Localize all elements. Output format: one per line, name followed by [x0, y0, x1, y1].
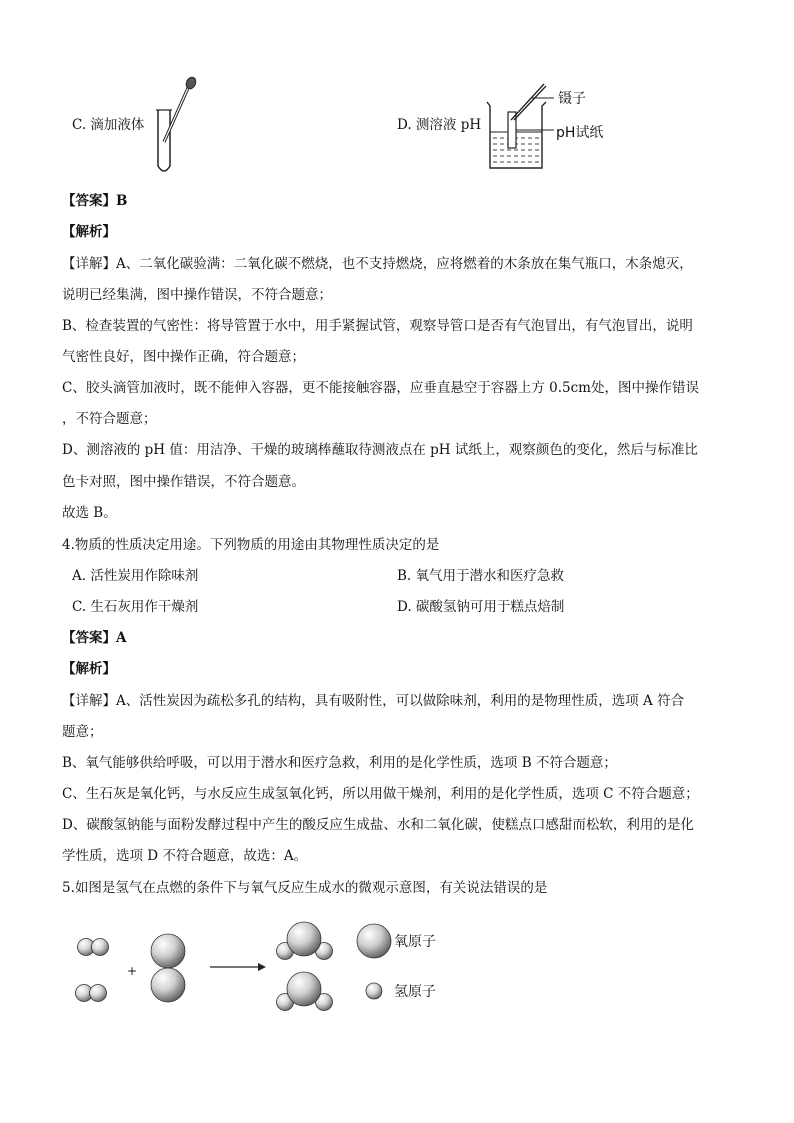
reaction-arrow — [210, 963, 266, 971]
option-c-label: C. 滴加液体 — [72, 117, 145, 133]
legend-oxygen-label: 氧原子 — [394, 934, 436, 950]
hydrogen-molecule — [78, 939, 109, 956]
ph-paper-label: pH试纸 — [556, 125, 604, 141]
oxygen-molecule — [151, 934, 185, 1002]
q3-detail-line: 色卡对照，图中操作错误，不符合题意。 — [62, 474, 305, 490]
q3-analysis-tag: 【解析】 — [62, 224, 116, 240]
q4-detail-line: B、氧气能够供给呼吸，可以用于潜水和医疗急救，利用的是化学性质，选项 B 不符合题意； — [62, 755, 617, 771]
tweezers-label: 镊子 — [558, 91, 586, 107]
beaker-ph-figure — [484, 80, 554, 174]
q3-detail-line: C、胶头滴管加液时，既不能伸入容器，更不能接触容器，应垂直悬空于容器上方 0.5cm处，图中操作错误 — [62, 380, 699, 396]
q4-option-c: C. 生石灰用作干燥剂 — [72, 599, 199, 615]
q4-analysis-tag: 【解析】 — [62, 661, 116, 677]
dropper-test-tube-figure — [150, 74, 200, 178]
legend-hydrogen-atom — [366, 983, 382, 999]
legend-oxygen-atom — [357, 924, 391, 958]
hydrogen-molecule — [76, 985, 107, 1002]
q4-detail-line: 学性质，选项 D 不符合题意，故选：A。 — [62, 848, 308, 864]
option-d-label: D. 测溶液 pH — [397, 117, 482, 133]
q4-detail-line: D、碳酸氢钠能与面粉发酵过程中产生的酸反应生成盐、水和二氧化碳，使糕点口感甜而松软，利用的是化 — [62, 817, 694, 833]
q4-detail-line: 题意； — [62, 724, 103, 740]
plus-sign: + — [127, 964, 138, 978]
q4-option-b: B. 氧气用于潜水和医疗急救 — [397, 568, 565, 584]
q3-detail-line: ，不符合题意； — [62, 411, 157, 427]
q3-detail-line: 气密性良好，图中操作正确，符合题意； — [62, 349, 305, 365]
q4-option-d: D. 碳酸氢钠可用于糕点焙制 — [397, 599, 565, 615]
q4-stem: 4.物质的性质决定用途。下列物质的用途由其物理性质决定的是 — [62, 537, 440, 553]
reaction-micro-diagram — [60, 905, 480, 1025]
q4-detail-line: 【详解】A、活性炭因为疏松多孔的结构，具有吸附性，可以做除味剂，利用的是物理性质，选项 A 符合 — [62, 693, 685, 709]
q3-detail-line: 说明已经集满，图中操作错误，不符合题意； — [62, 287, 332, 303]
q4-option-a: A. 活性炭用作除味剂 — [72, 568, 199, 584]
q3-detail-line: B、检查装置的气密性：将导管置于水中，用手紧握试管，观察导管口是否有气泡冒出，有气泡冒出，说明 — [62, 318, 693, 334]
legend-hydrogen-label: 氢原子 — [394, 984, 436, 1000]
q4-answer: 【答案】A — [62, 630, 127, 646]
q3-answer: 【答案】B — [62, 193, 128, 209]
q5-stem: 5.如图是氢气在点燃的条件下与氧气反应生成水的微观示意图，有关说法错误的是 — [62, 880, 548, 896]
water-molecule — [277, 972, 333, 1011]
q4-detail-line: C、生石灰是氧化钙，与水反应生成氢氧化钙，所以用做干燥剂，利用的是化学性质，选项 C 不符合题意； — [62, 786, 699, 802]
water-molecule — [277, 922, 333, 960]
q3-detail-line: D、测溶液的 pH 值：用洁净、干燥的玻璃棒蘸取待测液点在 pH 试纸上，观察颜色的变化，然后与标准比 — [62, 442, 698, 458]
q3-detail-line: 故选 B。 — [62, 505, 117, 521]
q3-detail-line: 【详解】A、二氧化碳验满：二氧化碳不燃烧，也不支持燃烧，应将燃着的木条放在集气瓶口，木条熄灭， — [62, 256, 693, 272]
